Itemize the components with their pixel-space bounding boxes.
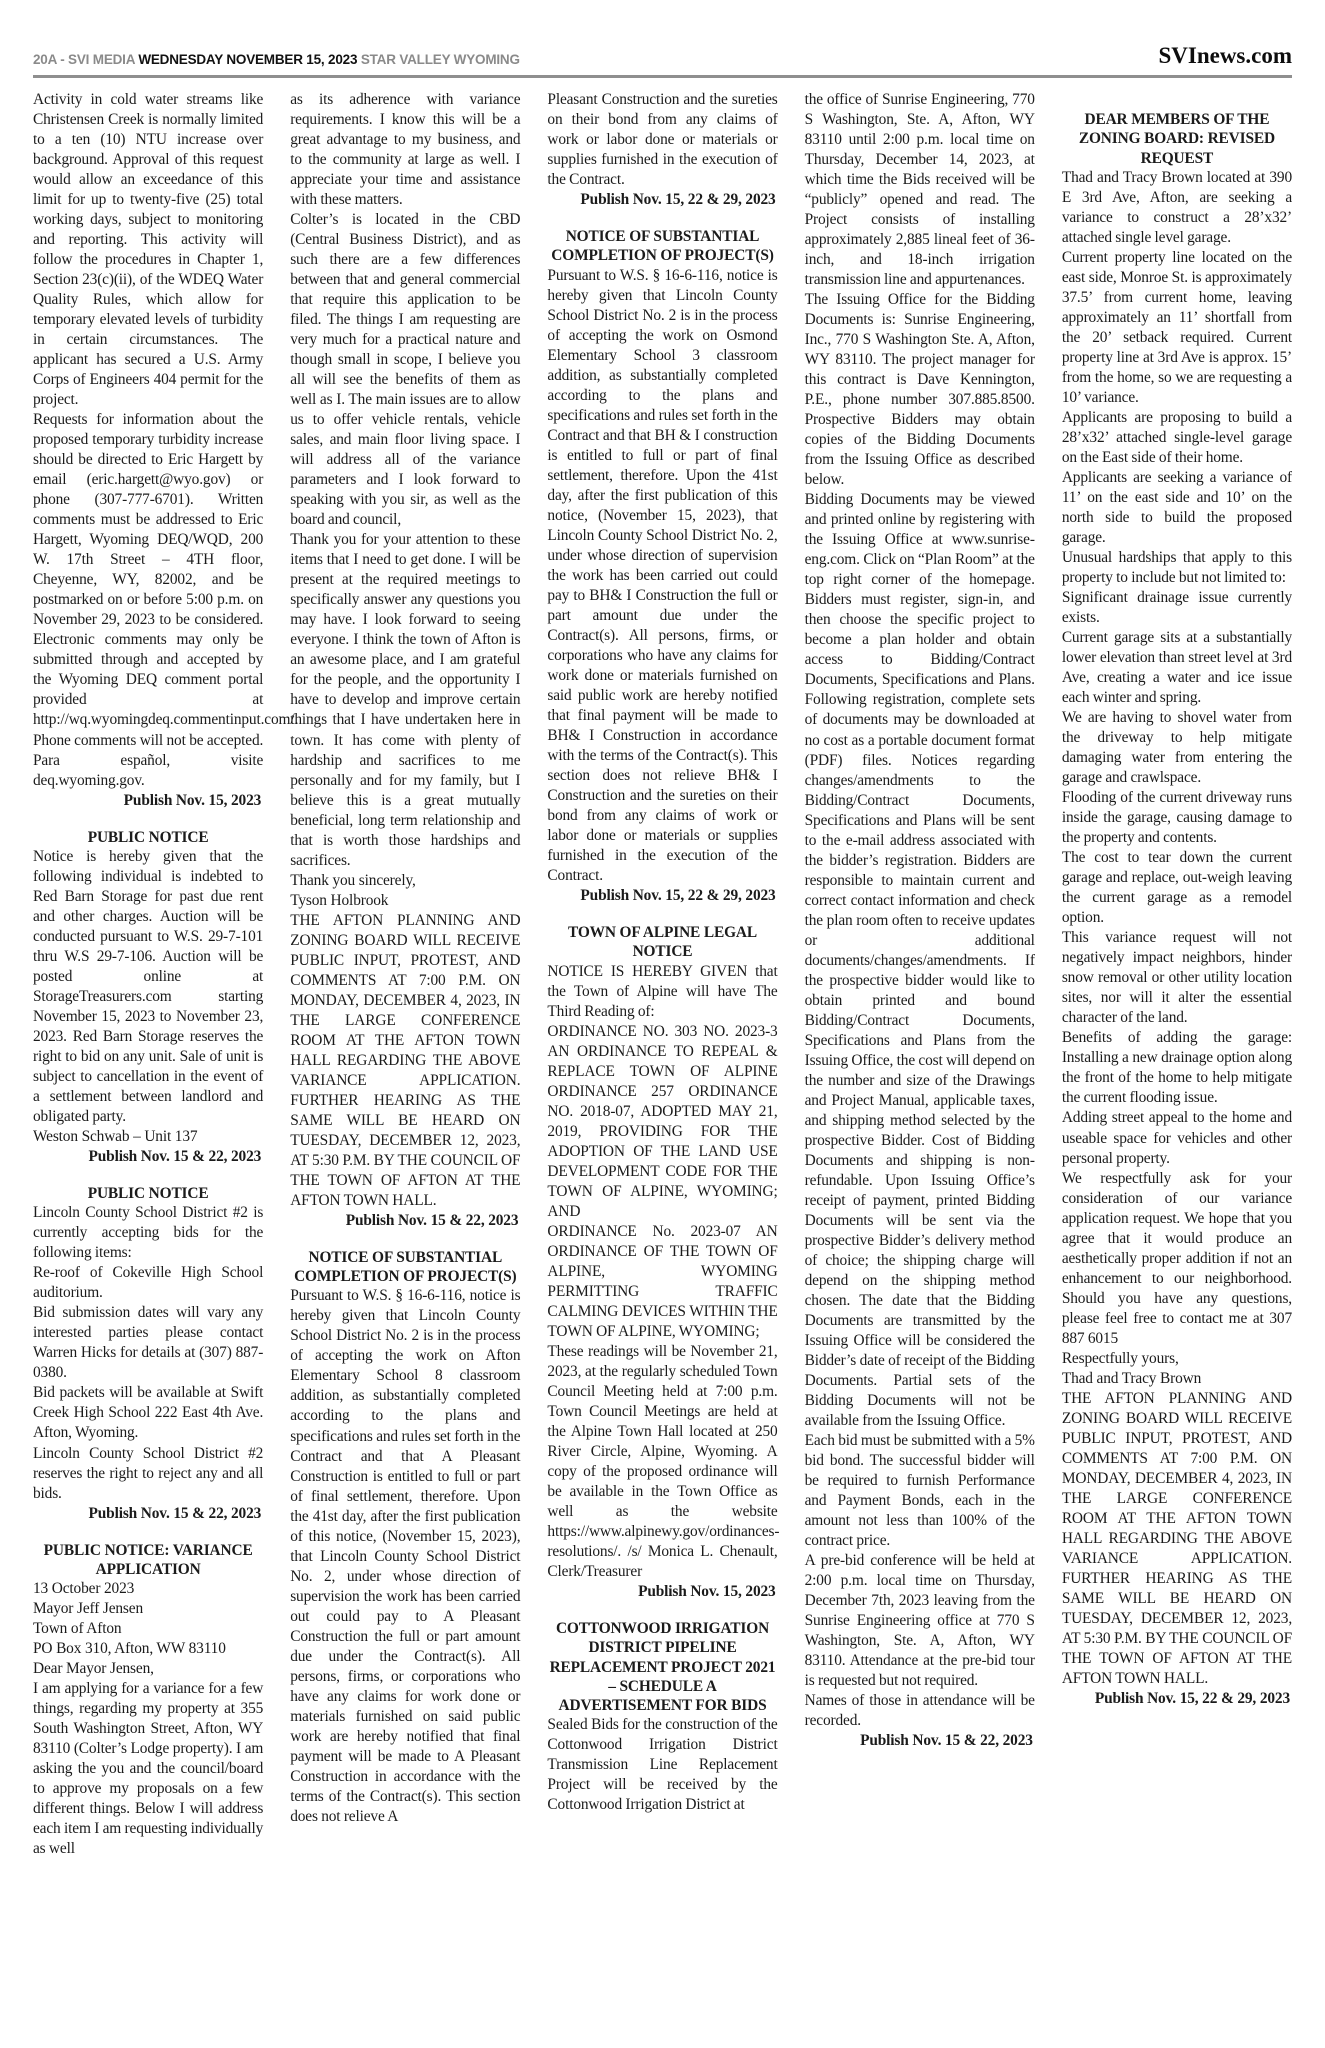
- notice-paragraph: Thank you for your attention to these items that I need to get done. I will be present at the required meetings to specifically answer any questions you may have. I look forward to seeing everyone. I think the town of Afton is an awesome place, and I am grateful for the people, and the opportunity I have to develop and improve certain things that I have undertaken here in town. It has come with plenty of hardship and sacrifices to me personally and for my family, but I believe this is a great mutually beneficial, long term relationship and that is worth those hardships and sacrifices.: [290, 531, 521, 869]
- publish-line: Publish Nov. 15, 2023: [123, 791, 262, 809]
- column-3: [547, 90, 780, 2020]
- notice-heading: DEAR MEMBERS OF THE ZONING BOARD: REVISED REQUEST: [1078, 111, 1275, 167]
- notice-paragraph: Applicants are proposing to build a 28’x32’ attached single-level garage on the East side of their home.: [1061, 408, 1292, 466]
- column-4: [805, 90, 1035, 2020]
- address-line: Thank you sincerely,: [290, 871, 416, 889]
- notice-paragraph: Bidding Documents may be viewed and printed online by registering with the Issuing Office at www.sunrise-eng.com. Click on “Plan Room” at the top right corner of the homepage. Bidders must register, sign-in, and then choose the specific project to become a plan holder and obtain access to Bidding/Contract Documents, Specifications and Plans. Following registration, complete sets of documents may be downloaded at no cost as a portable document format (PDF) files. Notices regarding changes/amendments to the Bidding/Contract Documents, Specifications and Plans will be sent to the e-mail address associated with the bidder’s registration. Bidders are responsible to maintain current and correct contact information and check the plan room often to receive updates or additional documents/changes/amendments. If the prospective bidder would like to obtain printed and bound Bidding/Contract Documents, Specifications and Plans from the Issuing Office, the cost will depend on the number and size of the Drawings and Project Manual, applicable taxes, and shipping method selected by the prospective Bidder. Cost of Bidding Documents and shipping is non-refundable. Upon Issuing Office’s receipt of payment, printed Bidding Documents will be sent via the prospective Bidder’s delivery method of choice; the shipping charge will depend on the shipping method chosen. The date that the Bidding Documents are transmitted by the Issuing Office will be considered the Bidder’s date of receipt of the Bidding Documents. Partial sets of the Bidding Documents will not be available from the Issuing Office.: [804, 491, 1035, 1430]
- page-header: [33, 0, 1292, 78]
- notice-paragraph: Lincoln County School District #2 is currently accepting bids for the following items:: [33, 1204, 264, 1262]
- publish-line: Publish Nov. 15 & 22, 2023: [345, 1211, 519, 1229]
- notice-paragraph: Re-roof of Cokeville High School auditorium.: [33, 1264, 264, 1302]
- notice-paragraph: Current property line located on the east side, Monroe St. is approximately 37.5’ from current home, leaving approximately an 11’ shortfall from the 20’ setback required. Current property line at 3rd Ave is approx. 15’ from the home, so we are requesting a 10’ variance.: [1061, 248, 1292, 406]
- notice-heading: NOTICE OF SUBSTANTIAL COMPLETION OF PROJECT(S): [294, 1248, 517, 1286]
- notice-paragraph: The Issuing Office for the Bidding Documents is: Sunrise Engineering, Inc., 770 S Washington Ste. A, Afton, WY 83110. The project manager for this contract is Dave Kennington, P.E., phone number 307.885.8500. Prospective Bidders may obtain copies of the Bidding Documents from the Issuing Office as described below.: [804, 291, 1035, 489]
- column-2: [290, 90, 520, 2020]
- notice-heading: NOTICE OF SUBSTANTIAL COMPLETION OF PROJECT(S): [551, 228, 774, 265]
- address-line: Town of Afton: [33, 1620, 122, 1638]
- notice-heading: PUBLIC NOTICE: [87, 1185, 209, 1203]
- address-line: Respectfully yours,: [1061, 1349, 1179, 1367]
- address-line: PO Box 310, Afton, WW 83110: [33, 1640, 226, 1658]
- notice-paragraph: the office of Sunrise Engineering, 770 S Washington, Ste. A, Afton, WY 83110 until 2:00 p.m. local time on Thursday, December 14, 2023, at which time the Bids received will be “publicly” opened and read. The Project consists of installing approximately 2,885 lineal feet of 36-inch, and 18-inch irrigation transmission line and appurtenances.: [804, 91, 1035, 289]
- notice-paragraph: Flooding of the current driveway runs inside the garage, causing damage to the property and contents.: [1061, 789, 1292, 847]
- address-line: Dear Mayor Jensen,: [33, 1660, 154, 1678]
- notice-paragraph: We respectfully ask for your consideration of our variance application request. We hope that you agree that it would produce an aesthetically proper addition if not an enhancement to our neighborhood. Should you have any questions, please feel free to contact me at 307 887 6015: [1061, 1169, 1292, 1347]
- notice-paragraph: Names of those in attendance will be recorded.: [804, 1692, 1035, 1730]
- notice-paragraph: ORDINANCE No. 2023-07 AN ORDINANCE OF THE TOWN OF ALPINE, WYOMING PERMITTING TRAFFIC CALMING DEVICES WITHIN THE TOWN OF ALPINE, WYOMING;: [547, 1222, 778, 1340]
- notice-paragraph: A pre-bid conference will be held at 2:00 p.m. local time on Thursday, December 7th, 2023 leaving from the Sunrise Engineering office at 770 S Washington, Ste. A, Afton, WY 83110. Attendance at the pre-bid tour is requested but not required.: [804, 1552, 1035, 1690]
- notice-paragraph: as its adherence with variance requirements. I know this will be a great advantage to my business, and to the community at large as well. I appreciate your time and assistance with these matters.: [290, 91, 521, 209]
- address-line: Thad and Tracy Brown: [1061, 1369, 1202, 1387]
- notice-paragraph: The cost to tear down the current garage and replace, out-weigh leaving the current garage as a remodel option.: [1061, 849, 1292, 927]
- notice-heading: COTTONWOOD IRRIGATION DISTRICT PIPELINE REPLACEMENT PROJECT 2021 – SCHEDULE A ADVERTISEMENT FOR BIDS: [549, 1620, 776, 1715]
- notice-paragraph: THE AFTON PLANNING AND ZONING BOARD WILL RECEIVE PUBLIC INPUT, PROTEST, AND COMMENTS AT 7:00 P.M. ON MONDAY, DECEMBER 4, 2023, IN THE LARGE CONFERENCE ROOM AT THE AFTON TOWN HALL REGARDING THE ABOVE VARIANCE APPLICATION. FURTHER HEARING AS THE SAME WILL BE HEARD ON TUESDAY, DECEMBER 12, 2023, AT 5:30 P.M. BY THE COUNCIL OF THE TOWN OF AFTON AT THE AFTON TOWN HALL.: [290, 911, 521, 1209]
- notice-paragraph: Thad and Tracy Brown located at 390 E 3rd Ave, Afton, are seeking a variance to construct a 28’x32’ attached single level garage.: [1061, 168, 1292, 246]
- notice-paragraph: These readings will be November 21, 2023, at the regularly scheduled Town Council Meeting held at 7:00 p.m. Town Council Meetings are held at the Alpine Town Hall located at 250 River Circle, Alpine, Wyoming. A copy of the proposed ordinance will be available in the Town Office as well as the website https://www.alpinewy.gov/ordinances-resolutions/. /s/ Monica L. Chenault, Clerk/Treasurer: [547, 1342, 780, 1581]
- notice-paragraph: We are having to shovel water from the driveway to help mitigate damaging water from entering the garage and crawlspace.: [1061, 709, 1292, 787]
- publish-line: Publish Nov. 15, 22 & 29, 2023: [580, 887, 776, 905]
- legal-notices: [33, 90, 1292, 2020]
- address-line: 13 October 2023: [33, 1580, 135, 1598]
- masthead-date: WEDNESDAY NOVEMBER 15, 2023: [138, 52, 358, 67]
- notice-paragraph: Unusual hardships that apply to this property to include but not limited to:: [1061, 549, 1292, 587]
- notice-paragraph: Benefits of adding the garage: Installing a new drainage option along the front of the home to help mitigate the current flooding issue.: [1061, 1029, 1292, 1107]
- notice-paragraph: I am applying for a variance for a few things, regarding my property at 355 South Washington Street, Afton, WY 83110 (Colter’s Lodge property). I am asking the you and the council/board to approve my proposals on a few different things. Below I will address each item I am requesting individually as well: [33, 1680, 264, 1858]
- notice-paragraph: This variance request will not negatively impact neighbors, hinder snow removal or other utility location sites, nor will it alter the essential character of the land.: [1061, 929, 1292, 1027]
- notice-paragraph: Adding street appeal to the home and useable space for vehicles and other personal property.: [1061, 1109, 1292, 1167]
- notice-paragraph: Activity in cold water streams like Christensen Creek is normally limited to a ten (10) NTU increase over background. Approval of this request would allow an exceedance of this limit for up to twenty-five (25) total working days, subject to monitoring and reporting. This activity will follow the procedures in Chapter 1, Section 23(c)(ii), of the WDEQ Water Quality Rules, which allow for temporary elevated levels of turbidity in certain circumstances. The applicant has secured a U.S. Army Corps of Engineers 404 permit for the project.: [33, 91, 264, 409]
- publish-line: Publish Nov. 15, 22 & 29, 2023: [580, 191, 776, 209]
- notice-paragraph: Colter’s is located in the CBD (Central Business District), and as such there are a few differences between that and general commercial that require this application to be filed. The things I am requesting are very much for a practical nature and though small in scope, I believe you all will see the benefits of them as well as I. The main issues are to allow us to offer vehicle rentals, vehicle sales, and main floor living space. I will address all of the variance parameters and I look forward to speaking with you sir, as well as the board and council,: [290, 211, 521, 529]
- site-url: SVInews.com: [1158, 43, 1292, 68]
- notice-paragraph: Each bid must be submitted with a 5% bid bond. The successful bidder will be required to furnish Performance and Payment Bonds, each in the amount not less than 100% of the contract price.: [804, 1432, 1035, 1550]
- notice-paragraph: NOTICE IS HEREBY GIVEN that the Town of Alpine will have The Third Reading of:: [547, 962, 778, 1020]
- notice-paragraph: Current garage sits at a substantially lower elevation than street level at 3rd Ave, creating a water and ice issue each winter and spring.: [1061, 629, 1292, 707]
- masthead-left: [33, 52, 520, 67]
- notice-paragraph: Bid packets will be available at Swift Creek High School 222 East 4th Ave. Afton, Wyoming.: [33, 1384, 264, 1442]
- publish-line: Publish Nov. 15 & 22, 2023: [88, 1148, 262, 1166]
- notice-paragraph: Pursuant to W.S. § 16-6-116, notice is hereby given that Lincoln County School District No. 2 is in the process of accepting the work on Afton Elementary School 8 classroom addition, as substantially completed according to the plans and specifications and rules set forth in the Contract and that A Pleasant Construction is entitled to full or part of final settlement, therefore. Upon the 41st day, after the first publication of this notice, (November 15, 2023), that Lincoln County School District No. 2, under whose direction of supervision the work has been carried out could pay to A Pleasant Construction the full or part amount due under the Contract(s). All persons, firms, or corporations who have any claims for work done or materials furnished on said public work are hereby notified that final payment will be made to A Pleasant Construction in accordance with the terms of the Contract(s). This section does not relieve A: [290, 1287, 521, 1825]
- address-line: Mayor Jeff Jensen: [33, 1600, 144, 1618]
- column-5: [1062, 90, 1292, 2020]
- publish-line: Publish Nov. 15, 2023: [638, 1583, 776, 1601]
- notice-heading: PUBLIC NOTICE: VARIANCE APPLICATION: [43, 1541, 253, 1578]
- publish-line: Publish Nov. 15 & 22, 2023: [860, 1732, 1033, 1750]
- notice-paragraph: Lincoln County School District #2 reserves the right to reject any and all bids.: [33, 1444, 264, 1502]
- publish-line: Publish Nov. 15, 22 & 29, 2023: [1094, 1689, 1291, 1707]
- address-line: Tyson Holbrook: [290, 891, 389, 909]
- notice-paragraph: Pursuant to W.S. § 16-6-116, notice is hereby given that Lincoln County School District No. 2 is in the process of accepting the work on Osmond Elementary School 3 classroom addition, as substantially completed according to the plans and specifications and rules set forth in the Contract and that BH & I construction is entitled to full or part of final settlement, therefore. Upon the 41st day, after the first publication of this notice, (November 15, 2023), that Lincoln County School District No. 2, under whose direction of supervision the work has been carried out could pay to BH& I Construction the full or part amount due under the Contract(s). All persons, firms, or corporations who have any claims for work done or materials furnished on said public work are hereby notified that final payment will be made to BH& I Construction in accordance with the terms of the Contract(s). This section does not relieve BH& I Construction and the sureties on their bond from any claims of work or labor done or materials or supplies furnished in the execution of the Contract.: [547, 266, 778, 885]
- notice-paragraph: Significant drainage issue currently exists.: [1061, 589, 1292, 627]
- notice-paragraph: Requests for information about the proposed temporary turbidity increase should be directed to Eric Hargett by email (eric.hargett@wyo.gov) or phone (307-777-6701). Written comments must be addressed to Eric Hargett, Wyoming DEQ/WQD, 200 W. 17th Street – 4TH floor, Cheyenne, WY, 82002, and be postmarked on or before 5:00 p.m. on November 29, 2023 to be considered. Electronic comments may only be submitted through and accepted by the Wyoming DEQ comment portal provided at http://wq.wyomingdeq.commentinput.com/. Phone comments will not be accepted. Para español, visite deq.wyoming.gov.: [33, 411, 299, 789]
- notice-heading: TOWN OF ALPINE LEGAL NOTICE: [568, 924, 757, 961]
- publish-line: Publish Nov. 15 & 22, 2023: [88, 1504, 262, 1522]
- notice-paragraph: Sealed Bids for the construction of the Cottonwood Irrigation District Transmission Line Replacement Project will be received by the Cottonwood Irrigation District at: [547, 1716, 778, 1814]
- notice-paragraph: ORDINANCE NO. 303 NO. 2023-3 AN ORDINANCE TO REPEAL & REPLACE TOWN OF ALPINE ORDINANCE 257 ORDINANCE NO. 2018-07, ADOPTED MAY 21, 2019, PROVIDING FOR THE ADOPTION OF THE LAND USE DEVELOPMENT CODE FOR THE TOWN OF ALPINE, WYOMING; AND: [547, 1022, 778, 1220]
- notice-paragraph: Pleasant Construction and the sureties on their bond from any claims of work or labor done or materials or supplies furnished in the execution of the Contract.: [547, 91, 778, 189]
- notice-paragraph: THE AFTON PLANNING AND ZONING BOARD WILL RECEIVE PUBLIC INPUT, PROTEST, AND COMMENTS AT 7:00 P.M. ON MONDAY, DECEMBER 4, 2023, IN THE LARGE CONFERENCE ROOM AT THE AFTON TOWN HALL REGARDING THE ABOVE VARIANCE APPLICATION. FURTHER HEARING AS THE SAME WILL BE HEARD ON TUESDAY, DECEMBER 12, 2023, AT 5:30 P.M. BY THE COUNCIL OF THE TOWN OF AFTON AT THE AFTON TOWN HALL.: [1061, 1389, 1292, 1687]
- masthead-region: STAR VALLEY WYOMING: [357, 52, 520, 67]
- column-1: [33, 90, 299, 2020]
- notice-paragraph: Bid submission dates will vary any interested parties please contact Warren Hicks for details at (307) 887-0380.: [33, 1304, 264, 1382]
- address-line: Weston Schwab – Unit 137: [33, 1128, 198, 1146]
- notice-heading: PUBLIC NOTICE: [87, 828, 209, 846]
- notice-paragraph: Notice is hereby given that the following individual is indebted to Red Barn Storage for past due rent and other charges. Auction will be conducted pursuant to W.S. 29-7-101 thru W.S 29-7-106. Auction will be posted online at StorageTreasurers.com starting November 15, 2023 to November 23, 2023. Red Barn Storage reserves the right to bid on any unit. Sale of unit is subject to cancellation in the event of a settlement between landlord and obligated party.: [33, 847, 264, 1126]
- notice-paragraph: Applicants are seeking a variance of 11’ on the east side and 10’ on the north side to build the proposed garage.: [1061, 468, 1292, 547]
- page-number: 20A - SVI MEDIA: [33, 52, 139, 67]
